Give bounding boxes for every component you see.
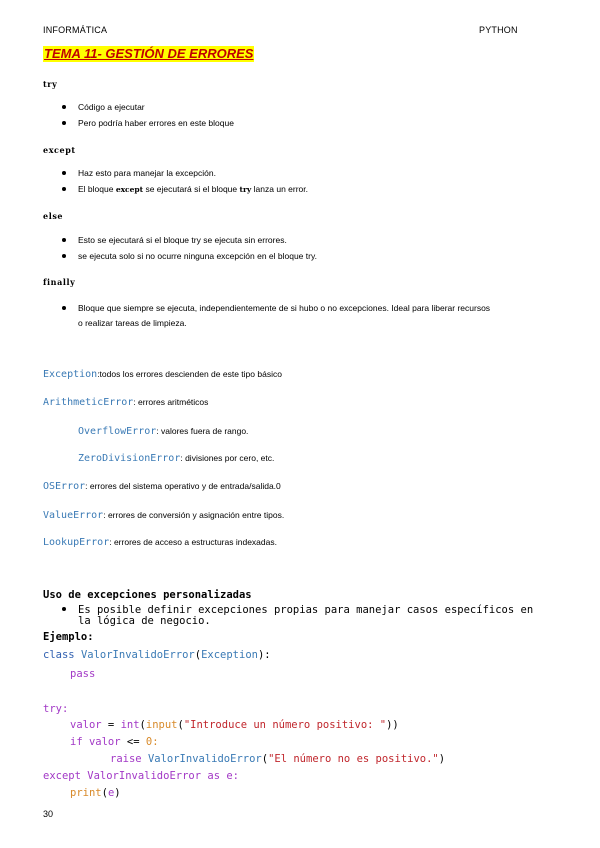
header-subject: INFORMÁTICA (43, 25, 108, 35)
keyword-else: else (43, 211, 64, 221)
page-title: TEMA 11- GESTIÓN DE ERRORES (44, 46, 254, 61)
code-line-2: pass (70, 668, 96, 680)
error-exception: Exception:todos los errores descienden de este tipo básico (43, 369, 282, 380)
list-item: Haz esto para manejar la excepción. (62, 168, 216, 178)
bullet-icon (62, 238, 66, 242)
code-line-3: try: (43, 703, 69, 715)
header-topic: PYTHON (479, 25, 518, 35)
list-item-continuation: la lógica de negocio. (78, 615, 211, 627)
code-line-5: if valor <= 0: (70, 736, 159, 748)
section-heading: Uso de excepciones personalizadas (43, 589, 252, 601)
error-os: OSError: errores del sistema operativo y de entrada/salida.0 (43, 481, 281, 492)
bullet-icon (62, 105, 66, 109)
bullet-icon (62, 121, 66, 125)
list-item: Bloque que siempre se ejecuta, independientemente de si hubo o no excepciones. Ideal para liberar recursos (62, 303, 490, 313)
keyword-try: try (43, 79, 58, 89)
bullet-icon (62, 254, 66, 258)
list-item: El bloque except se ejecutará si el bloque try lanza un error. (62, 184, 308, 194)
list-item: Esto se ejecutará si el bloque try se ejecuta sin errores. (62, 235, 287, 245)
error-arithmetic: ArithmeticError: errores aritméticos (43, 397, 209, 408)
keyword-except: except (43, 145, 76, 155)
page-number: 30 (43, 809, 54, 819)
bullet-icon (62, 607, 66, 611)
list-item: Código a ejecutar (62, 102, 145, 112)
code-line-7: except ValorInvalidoError as e: (43, 770, 240, 782)
list-item-continuation: o realizar tareas de limpieza. (78, 318, 187, 328)
code-line-8: print(e) (70, 787, 121, 799)
error-zerodivision: ZeroDivisionError: divisiones por cero, etc. (78, 453, 275, 464)
bullet-icon (62, 187, 66, 191)
list-item: Es posible definir excepciones propias para manejar casos específicos en (62, 604, 533, 616)
list-item: Pero podría haber errores en este bloque (62, 118, 234, 128)
error-overflow: OverflowError: valores fuera de rango. (78, 426, 249, 437)
code-line-4: valor = int(input("Introduce un número positivo: ")) (70, 719, 399, 731)
keyword-finally: finally (43, 277, 76, 287)
code-line-6: raise ValorInvalidoError("El número no es positivo.") (110, 753, 446, 765)
bullet-icon (62, 306, 66, 310)
list-item: se ejecuta solo si no ocurre ninguna excepción en el bloque try. (62, 251, 317, 261)
example-label: Ejemplo: (43, 631, 94, 643)
bullet-icon (62, 171, 66, 175)
error-lookup: LookupError: errores de acceso a estructuras indexadas. (43, 537, 277, 548)
code-line-1: class ValorInvalidoError(Exception): (43, 649, 271, 661)
error-value: ValueError: errores de conversión y asignación entre tipos. (43, 510, 285, 521)
